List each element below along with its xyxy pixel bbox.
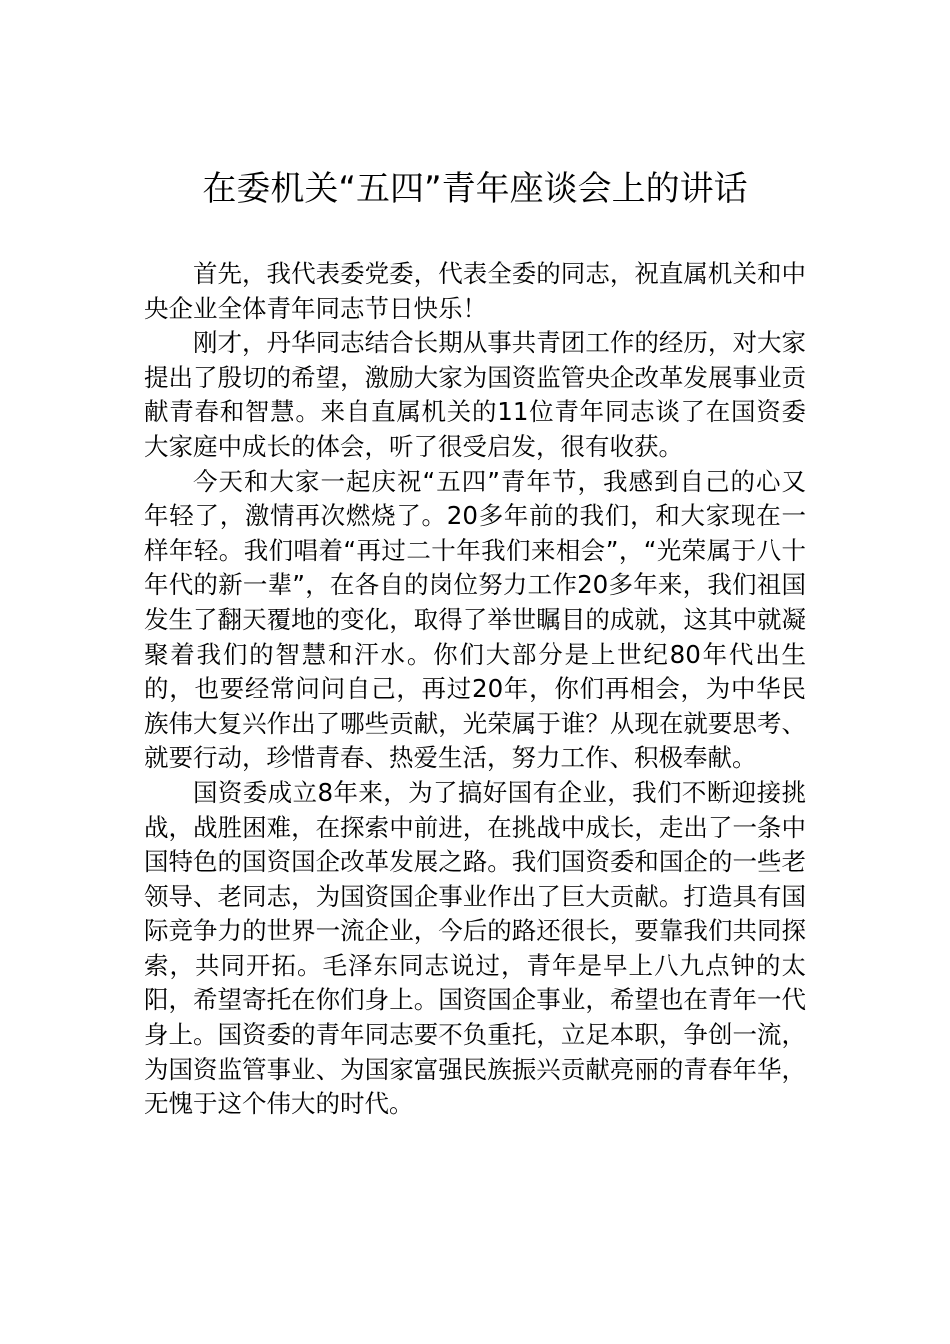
paragraph: 今天和大家一起庆祝“五四”青年节，我感到自己的心又年轻了，激情再次燃烧了。20多年前的我们，和大家现在一样年轻。我们唱着“再过二十年我们来相会”，“光荣属于八十年代的新一辈”，在各自的岗位努力工作20多年来，我们祖国发生了翻天覆地的变化，取得了举世瞩目的成就，这其中就凝聚着我们的智慧和汗水。你们大部分是上世纪80年代出生的，也要经常问问自己，再过20年，你们再相会，为中华民族伟大复兴作出了哪些贡献，光荣属于谁？从现在就要思考、就要行动，珍惜青春、热爱生活，努力工作、积极奉献。 — [144, 466, 806, 773]
speech-body — [144, 257, 806, 1122]
paragraph: 国资委成立8年来，为了搞好国有企业，我们不断迎接挑战，战胜困难，在探索中前进，在挑战中成长，走出了一条中国特色的国资国企改革发展之路。我们国资委和国企的一些老领导、老同志，为国资国企事业作出了巨大贡献。打造具有国际竞争力的世界一流企业，今后的路还很长，要靠我们共同探索，共同开拓。毛泽东同志说过，青年是早上八九点钟的太阳，希望寄托在你们身上。国资国企事业，希望也在青年一代身上。国资委的青年同志要不负重托，立足本职，争创一流，为国资监管事业、为国家富强民族振兴贡献亮丽的青春年华，无愧于这个伟大的时代。 — [144, 777, 806, 1119]
paragraph: 首先，我代表委党委，代表全委的同志，祝直属机关和中央企业全体青年同志节日快乐！ — [144, 259, 806, 323]
paragraph: 刚才，丹华同志结合长期从事共青团工作的经历，对大家提出了殷切的希望，激励大家为国资监管央企改革发展事业贡献青春和智慧。来自直属机关的11位青年同志谈了在国资委大家庭中成长的体会，听了很受启发，很有收获。 — [144, 328, 806, 461]
page-title: 在委机关“五四”青年座谈会上的讲话 — [202, 169, 748, 209]
